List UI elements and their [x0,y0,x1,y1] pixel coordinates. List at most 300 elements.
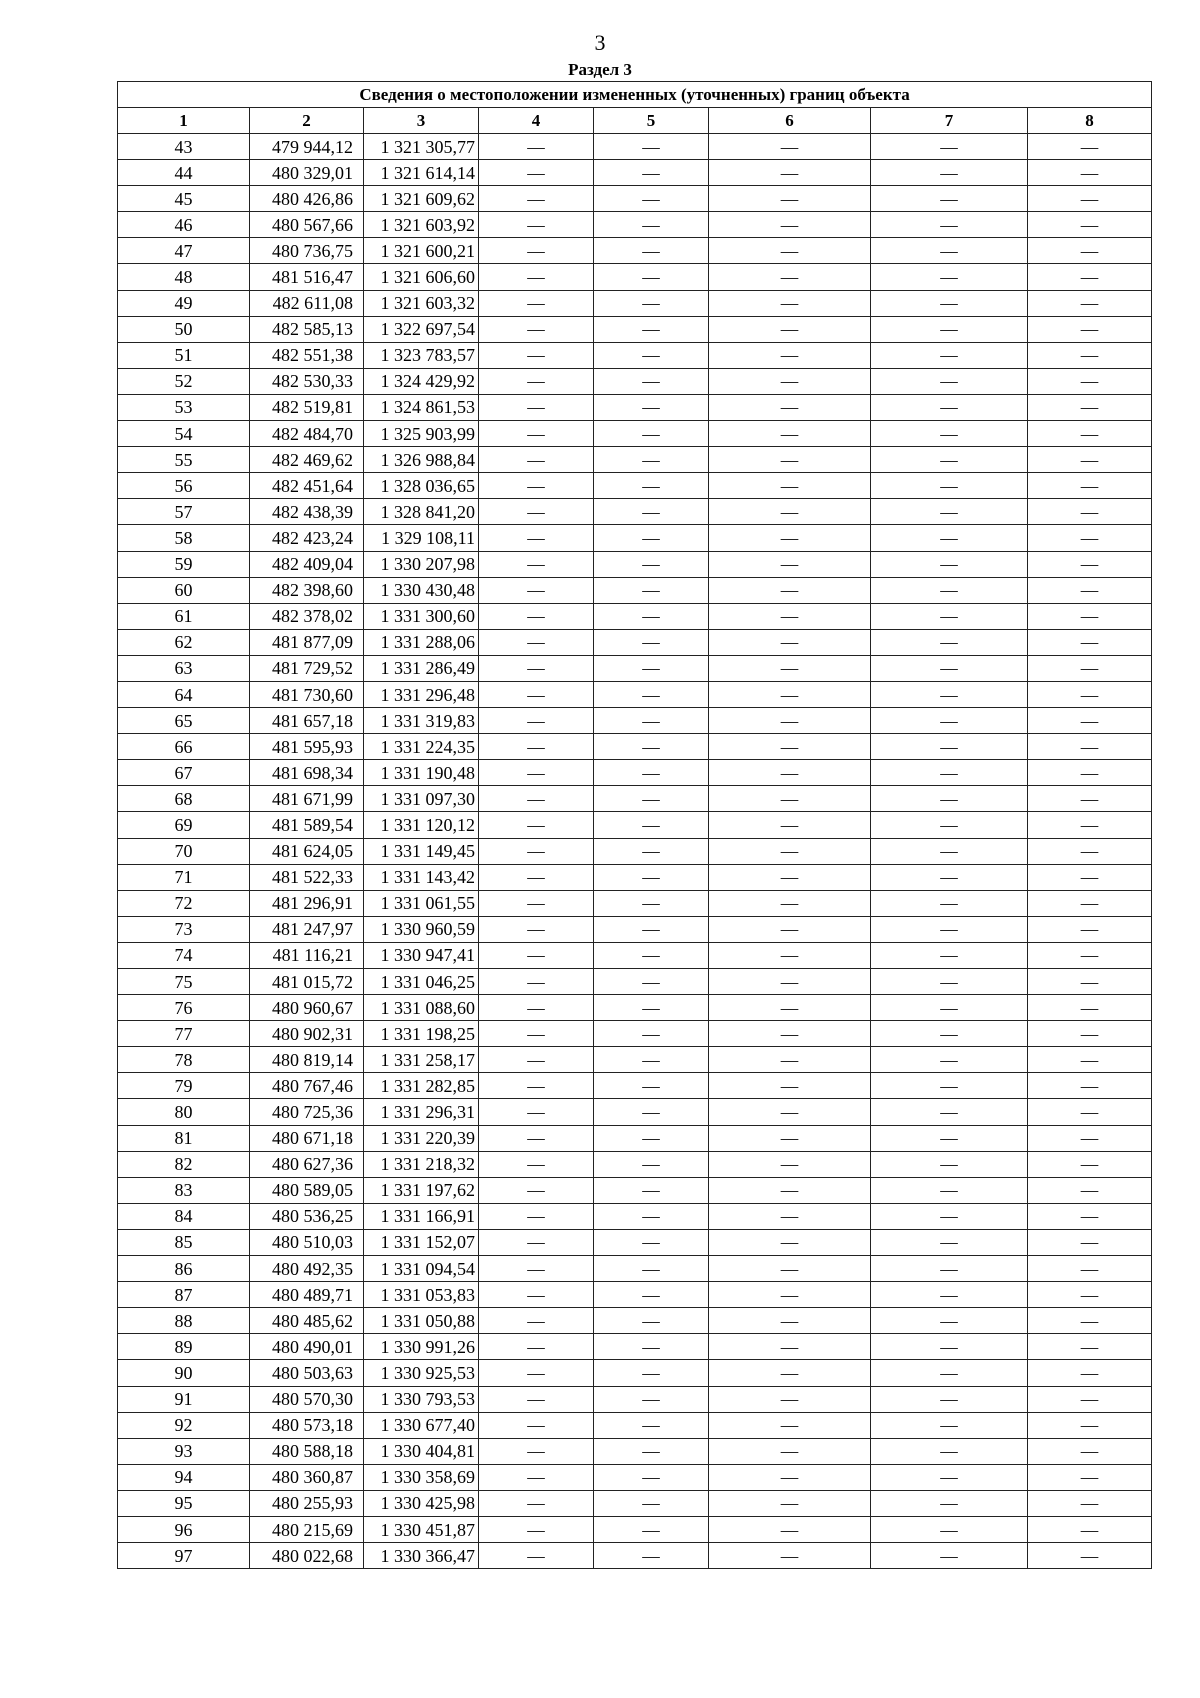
empty-value-cell: — [709,499,871,525]
y-coordinate-cell: 1 326 988,84 [364,447,479,473]
table-row [118,969,1152,995]
y-coordinate-cell: 1 330 404,81 [364,1438,479,1464]
empty-value-cell: — [1028,1386,1152,1412]
point-number-cell: 91 [118,1386,250,1412]
empty-value-cell: — [709,134,871,160]
empty-value-cell: — [871,1282,1028,1308]
empty-value-cell: — [1028,160,1152,186]
table-row [118,473,1152,499]
empty-value-cell: — [709,186,871,212]
empty-value-cell: — [871,1256,1028,1282]
point-number-cell: 62 [118,629,250,655]
empty-value-cell: — [709,890,871,916]
empty-value-cell: — [709,1099,871,1125]
empty-value-cell: — [871,864,1028,890]
empty-value-cell: — [594,995,709,1021]
empty-value-cell: — [594,734,709,760]
empty-value-cell: — [479,212,594,238]
empty-value-cell: — [709,1151,871,1177]
y-coordinate-cell: 1 330 677,40 [364,1412,479,1438]
table-row [118,1099,1152,1125]
x-coordinate-cell: 480 022,68 [250,1543,364,1569]
empty-value-cell: — [1028,238,1152,264]
empty-value-cell: — [1028,186,1152,212]
table-row [118,1308,1152,1334]
empty-value-cell: — [1028,1256,1152,1282]
table-row [118,1438,1152,1464]
y-coordinate-cell: 1 331 286,49 [364,655,479,681]
empty-value-cell: — [479,1386,594,1412]
empty-value-cell: — [594,525,709,551]
empty-value-cell: — [871,290,1028,316]
table-row [118,134,1152,160]
x-coordinate-cell: 480 567,66 [250,212,364,238]
empty-value-cell: — [1028,316,1152,342]
y-coordinate-cell: 1 331 149,45 [364,838,479,864]
table-row [118,1073,1152,1099]
section-title: Раздел 3 [568,60,632,79]
y-coordinate-cell: 1 322 697,54 [364,316,479,342]
y-coordinate-cell: 1 330 366,47 [364,1543,479,1569]
empty-value-cell: — [594,134,709,160]
empty-value-cell: — [709,1308,871,1334]
empty-value-cell: — [871,995,1028,1021]
column-number-header: 8 [1028,108,1152,134]
point-number-cell: 84 [118,1203,250,1229]
x-coordinate-cell: 481 698,34 [250,760,364,786]
empty-value-cell: — [709,238,871,264]
empty-value-cell: — [594,1412,709,1438]
empty-value-cell: — [871,577,1028,603]
empty-value-cell: — [479,1360,594,1386]
point-number-cell: 85 [118,1229,250,1255]
empty-value-cell: — [1028,264,1152,290]
empty-value-cell: — [871,916,1028,942]
x-coordinate-cell: 481 296,91 [250,890,364,916]
empty-value-cell: — [479,603,594,629]
empty-value-cell: — [1028,1543,1152,1569]
table-row [118,1229,1152,1255]
table-row [118,1490,1152,1516]
empty-value-cell: — [479,447,594,473]
empty-value-cell: — [594,838,709,864]
empty-value-cell: — [871,760,1028,786]
x-coordinate-cell: 480 573,18 [250,1412,364,1438]
table-body [118,134,1152,1569]
empty-value-cell: — [594,1177,709,1203]
table-row [118,368,1152,394]
empty-value-cell: — [871,1360,1028,1386]
table-row [118,1516,1152,1542]
empty-value-cell: — [479,525,594,551]
empty-value-cell: — [709,708,871,734]
empty-value-cell: — [1028,1021,1152,1047]
x-coordinate-cell: 481 730,60 [250,681,364,707]
table-row [118,1334,1152,1360]
table-row [118,942,1152,968]
empty-value-cell: — [709,916,871,942]
table-row [118,1177,1152,1203]
x-coordinate-cell: 480 725,36 [250,1099,364,1125]
empty-value-cell: — [871,629,1028,655]
point-number-cell: 97 [118,1543,250,1569]
table-row [118,760,1152,786]
y-coordinate-cell: 1 331 198,25 [364,1021,479,1047]
empty-value-cell: — [594,499,709,525]
empty-value-cell: — [594,316,709,342]
y-coordinate-cell: 1 331 296,31 [364,1099,479,1125]
empty-value-cell: — [871,1516,1028,1542]
x-coordinate-cell: 482 423,24 [250,525,364,551]
empty-value-cell: — [709,1360,871,1386]
x-coordinate-cell: 482 469,62 [250,447,364,473]
empty-value-cell: — [479,368,594,394]
table-row [118,655,1152,681]
table-row [118,394,1152,420]
point-number-cell: 74 [118,942,250,968]
empty-value-cell: — [871,238,1028,264]
empty-value-cell: — [479,1282,594,1308]
x-coordinate-cell: 481 624,05 [250,838,364,864]
y-coordinate-cell: 1 321 614,14 [364,160,479,186]
empty-value-cell: — [1028,1282,1152,1308]
point-number-cell: 60 [118,577,250,603]
empty-value-cell: — [479,1047,594,1073]
empty-value-cell: — [594,760,709,786]
empty-value-cell: — [709,1256,871,1282]
y-coordinate-cell: 1 331 296,48 [364,681,479,707]
empty-value-cell: — [871,812,1028,838]
empty-value-cell: — [871,1177,1028,1203]
empty-value-cell: — [709,603,871,629]
table-row [118,812,1152,838]
empty-value-cell: — [479,1099,594,1125]
table-row [118,1282,1152,1308]
empty-value-cell: — [1028,212,1152,238]
empty-value-cell: — [479,499,594,525]
y-coordinate-cell: 1 321 609,62 [364,186,479,212]
column-number-header: 4 [479,108,594,134]
point-number-cell: 66 [118,734,250,760]
empty-value-cell: — [709,264,871,290]
table-caption: Сведения о местоположении измененных (уточненных) границ объекта [118,82,1152,108]
y-coordinate-cell: 1 331 166,91 [364,1203,479,1229]
empty-value-cell: — [709,1125,871,1151]
y-coordinate-cell: 1 331 094,54 [364,1256,479,1282]
empty-value-cell: — [709,1386,871,1412]
empty-value-cell: — [1028,864,1152,890]
point-number-cell: 52 [118,368,250,394]
empty-value-cell: — [1028,838,1152,864]
empty-value-cell: — [594,160,709,186]
empty-value-cell: — [594,1308,709,1334]
empty-value-cell: — [871,681,1028,707]
empty-value-cell: — [479,186,594,212]
empty-value-cell: — [594,421,709,447]
empty-value-cell: — [1028,1099,1152,1125]
empty-value-cell: — [871,264,1028,290]
column-number-header: 5 [594,108,709,134]
y-coordinate-cell: 1 328 841,20 [364,499,479,525]
empty-value-cell: — [479,473,594,499]
table-row [118,421,1152,447]
y-coordinate-cell: 1 324 861,53 [364,394,479,420]
point-number-cell: 48 [118,264,250,290]
empty-value-cell: — [594,551,709,577]
empty-value-cell: — [709,577,871,603]
x-coordinate-cell: 480 503,63 [250,1360,364,1386]
empty-value-cell: — [1028,1360,1152,1386]
point-number-cell: 78 [118,1047,250,1073]
empty-value-cell: — [871,134,1028,160]
x-coordinate-cell: 482 519,81 [250,394,364,420]
empty-value-cell: — [1028,1516,1152,1542]
empty-value-cell: — [871,212,1028,238]
y-coordinate-cell: 1 328 036,65 [364,473,479,499]
x-coordinate-cell: 481 516,47 [250,264,364,290]
empty-value-cell: — [479,1256,594,1282]
empty-value-cell: — [594,264,709,290]
empty-value-cell: — [479,760,594,786]
x-coordinate-cell: 482 585,13 [250,316,364,342]
empty-value-cell: — [709,551,871,577]
empty-value-cell: — [594,577,709,603]
empty-value-cell: — [594,942,709,968]
table-row [118,786,1152,812]
empty-value-cell: — [479,551,594,577]
empty-value-cell: — [594,186,709,212]
empty-value-cell: — [479,1125,594,1151]
empty-value-cell: — [709,786,871,812]
table-row [118,342,1152,368]
empty-value-cell: — [594,812,709,838]
x-coordinate-cell: 480 215,69 [250,1516,364,1542]
empty-value-cell: — [594,890,709,916]
empty-value-cell: — [1028,681,1152,707]
empty-value-cell: — [479,681,594,707]
empty-value-cell: — [594,1125,709,1151]
point-number-cell: 44 [118,160,250,186]
empty-value-cell: — [594,1099,709,1125]
empty-value-cell: — [479,394,594,420]
empty-value-cell: — [479,290,594,316]
table-row [118,1360,1152,1386]
empty-value-cell: — [479,734,594,760]
empty-value-cell: — [709,1073,871,1099]
x-coordinate-cell: 480 767,46 [250,1073,364,1099]
empty-value-cell: — [709,1282,871,1308]
y-coordinate-cell: 1 331 152,07 [364,1229,479,1255]
table-row [118,447,1152,473]
x-coordinate-cell: 481 116,21 [250,942,364,968]
y-coordinate-cell: 1 329 108,11 [364,525,479,551]
empty-value-cell: — [1028,1229,1152,1255]
empty-value-cell: — [594,1021,709,1047]
x-coordinate-cell: 480 489,71 [250,1282,364,1308]
point-number-cell: 83 [118,1177,250,1203]
y-coordinate-cell: 1 331 224,35 [364,734,479,760]
empty-value-cell: — [709,447,871,473]
x-coordinate-cell: 481 877,09 [250,629,364,655]
table-row [118,577,1152,603]
table-row [118,1203,1152,1229]
y-coordinate-cell: 1 321 603,32 [364,290,479,316]
empty-value-cell: — [479,421,594,447]
empty-value-cell: — [709,760,871,786]
empty-value-cell: — [871,1543,1028,1569]
empty-value-cell: — [871,316,1028,342]
x-coordinate-cell: 480 492,35 [250,1256,364,1282]
empty-value-cell: — [871,969,1028,995]
empty-value-cell: — [709,734,871,760]
x-coordinate-cell: 482 378,02 [250,603,364,629]
empty-value-cell: — [1028,603,1152,629]
empty-value-cell: — [709,864,871,890]
empty-value-cell: — [871,942,1028,968]
empty-value-cell: — [479,786,594,812]
y-coordinate-cell: 1 330 430,48 [364,577,479,603]
empty-value-cell: — [1028,655,1152,681]
empty-value-cell: — [709,1047,871,1073]
x-coordinate-cell: 480 255,93 [250,1490,364,1516]
y-coordinate-cell: 1 331 053,83 [364,1282,479,1308]
point-number-cell: 58 [118,525,250,551]
table-row [118,1256,1152,1282]
empty-value-cell: — [709,681,871,707]
empty-value-cell: — [1028,760,1152,786]
x-coordinate-cell: 480 588,18 [250,1438,364,1464]
empty-value-cell: — [871,786,1028,812]
empty-value-cell: — [709,1516,871,1542]
x-coordinate-cell: 480 490,01 [250,1334,364,1360]
boundary-coordinates-table [117,81,1152,1569]
table-row [118,212,1152,238]
table-row [118,708,1152,734]
empty-value-cell: — [709,1438,871,1464]
empty-value-cell: — [594,1282,709,1308]
column-number-header: 7 [871,108,1028,134]
x-coordinate-cell: 482 551,38 [250,342,364,368]
empty-value-cell: — [871,1308,1028,1334]
empty-value-cell: — [871,603,1028,629]
empty-value-cell: — [594,1386,709,1412]
empty-value-cell: — [871,1099,1028,1125]
x-coordinate-cell: 480 510,03 [250,1229,364,1255]
empty-value-cell: — [871,1229,1028,1255]
empty-value-cell: — [871,1386,1028,1412]
empty-value-cell: — [709,1543,871,1569]
y-coordinate-cell: 1 331 319,83 [364,708,479,734]
empty-value-cell: — [479,812,594,838]
empty-value-cell: — [594,1464,709,1490]
point-number-cell: 93 [118,1438,250,1464]
y-coordinate-cell: 1 323 783,57 [364,342,479,368]
point-number-cell: 79 [118,1073,250,1099]
empty-value-cell: — [709,1464,871,1490]
empty-value-cell: — [1028,134,1152,160]
empty-value-cell: — [1028,368,1152,394]
point-number-cell: 76 [118,995,250,1021]
empty-value-cell: — [1028,1308,1152,1334]
empty-value-cell: — [709,1334,871,1360]
point-number-cell: 57 [118,499,250,525]
point-number-cell: 55 [118,447,250,473]
empty-value-cell: — [709,212,871,238]
empty-value-cell: — [871,473,1028,499]
table-row [118,995,1152,1021]
point-number-cell: 73 [118,916,250,942]
empty-value-cell: — [594,864,709,890]
empty-value-cell: — [1028,1125,1152,1151]
empty-value-cell: — [709,290,871,316]
empty-value-cell: — [479,1334,594,1360]
x-coordinate-cell: 480 671,18 [250,1125,364,1151]
table-row [118,681,1152,707]
table-row [118,916,1152,942]
empty-value-cell: — [479,1073,594,1099]
point-number-cell: 87 [118,1282,250,1308]
empty-value-cell: — [1028,342,1152,368]
x-coordinate-cell: 481 247,97 [250,916,364,942]
empty-value-cell: — [594,1229,709,1255]
x-coordinate-cell: 480 960,67 [250,995,364,1021]
point-number-cell: 88 [118,1308,250,1334]
y-coordinate-cell: 1 330 925,53 [364,1360,479,1386]
empty-value-cell: — [871,1412,1028,1438]
empty-value-cell: — [709,368,871,394]
empty-value-cell: — [1028,1073,1152,1099]
table-row [118,499,1152,525]
empty-value-cell: — [709,1203,871,1229]
empty-value-cell: — [594,708,709,734]
x-coordinate-cell: 482 451,64 [250,473,364,499]
empty-value-cell: — [709,1177,871,1203]
empty-value-cell: — [594,1151,709,1177]
empty-value-cell: — [709,838,871,864]
empty-value-cell: — [479,1229,594,1255]
table-row [118,1543,1152,1569]
empty-value-cell: — [1028,290,1152,316]
empty-value-cell: — [594,969,709,995]
empty-value-cell: — [479,942,594,968]
table-row [118,838,1152,864]
x-coordinate-cell: 482 530,33 [250,368,364,394]
empty-value-cell: — [479,1308,594,1334]
empty-value-cell: — [479,1177,594,1203]
point-number-cell: 53 [118,394,250,420]
table-row [118,290,1152,316]
table-row [118,238,1152,264]
empty-value-cell: — [871,734,1028,760]
empty-value-cell: — [1028,1047,1152,1073]
empty-value-cell: — [709,342,871,368]
page-number: 3 [594,30,606,55]
y-coordinate-cell: 1 330 991,26 [364,1334,479,1360]
point-number-cell: 49 [118,290,250,316]
point-number-cell: 81 [118,1125,250,1151]
table-row [118,1412,1152,1438]
y-coordinate-cell: 1 330 947,41 [364,942,479,968]
empty-value-cell: — [479,238,594,264]
empty-value-cell: — [594,447,709,473]
empty-value-cell: — [479,1464,594,1490]
table-row [118,264,1152,290]
y-coordinate-cell: 1 330 451,87 [364,1516,479,1542]
point-number-cell: 71 [118,864,250,890]
point-number-cell: 77 [118,1021,250,1047]
table-row [118,316,1152,342]
x-coordinate-cell: 480 902,31 [250,1021,364,1047]
